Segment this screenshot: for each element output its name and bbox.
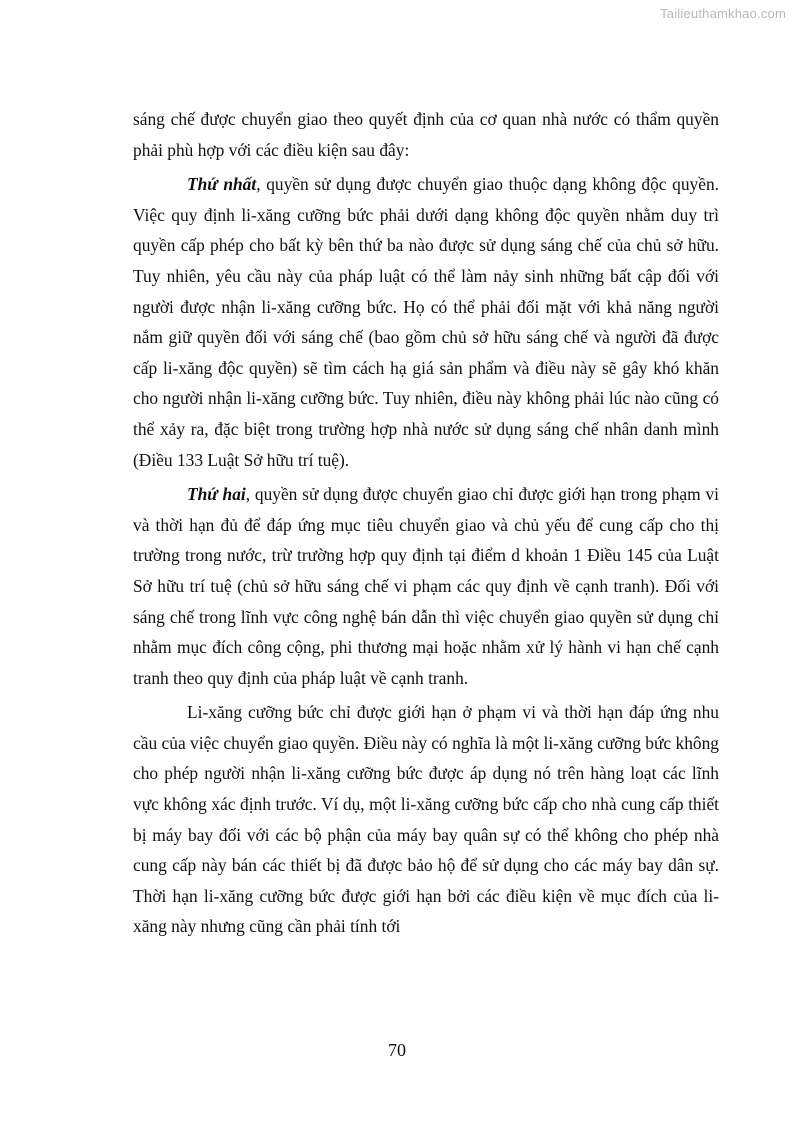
paragraph-2-text: , quyền sử dụng được chuyển giao thuộc dạng không độc quyền. Việc quy định li-xăng cưỡng bức phải dưới dạng không độc quyền nhằm duy trì quyền cấp phép cho bất kỳ bên thứ ba nào được sử dụng sáng chế của chủ sở hữu. Tuy nhiên, yêu cầu này của pháp luật có thể làm nảy sinh những bất cập đối với người được nhận li-xăng cưỡng bức. Họ có thể phải đối mặt với khả năng người nắm giữ quyền đối với sáng chế (bao gồm chủ sở hữu sáng chế và người đã được cấp li-xăng độc quyền) sẽ tìm cách hạ giá sản phẩm và điều này sẽ gây khó khăn cho người nhận li-xăng cưỡng bức. Tuy nhiên, điều này không phải lúc nào cũng có thể xảy ra, đặc biệt trong trường hợp nhà nước sử dụng sáng chế nhân danh mình (Điều 133 Luật Sở hữu trí tuệ). <box>133 174 720 470</box>
paragraph-3-text: , quyền sử dụng được chuyển giao chỉ được giới hạn trong phạm vi và thời hạn đủ để đáp ứng mục tiêu chuyển giao và chủ yếu để cung cấp cho thị trường trong nước, trừ trường hợp quy định tại điểm d khoản 1 Điều 145 của Luật Sở hữu trí tuệ (chủ sở hữu sáng chế vi phạm các quy định về cạnh tranh). Đối với sáng chế trong lĩnh vực công nghệ bán dẫn thì việc chuyển giao quyền sử dụng chỉ nhằm mục đích công cộng, phi thương mại hoặc nhằm xử lý hành vi hạn chế cạnh tranh theo quy định của pháp luật về cạnh tranh. <box>133 484 719 688</box>
paragraph-4-text: Li-xăng cưỡng bức chỉ được giới hạn ở phạm vi và thời hạn đáp ứng nhu cầu của việc chuyển giao quyền. Điều này có nghĩa là một li-xăng cưỡng bức không cho phép người nhận li-xăng cưỡng bức được áp dụng nó trên hàng loạt các lĩnh vực không xác định trước. Ví dụ, một li-xăng cưỡng bức cấp cho nhà cung cấp thiết bị máy bay đối với các bộ phận của máy bay quân sự có thể không cho phép nhà cung cấp này bán các thiết bị đã được bảo hộ để sử dụng cho các máy bay dân sự. Thời hạn li-xăng cưỡng bức được giới hạn bởi các điều kiện về mục đích của li-xăng này nhưng cũng cần phải tính tới <box>133 702 719 937</box>
paragraph-4 <box>133 697 719 942</box>
watermark-text: Tailieuthamkhao.com <box>660 6 786 21</box>
paragraph-3 <box>133 479 719 693</box>
paragraph-2-lead: Thứ nhất <box>187 174 257 195</box>
page-number: 70 <box>388 1040 406 1060</box>
paragraph-2 <box>133 169 719 475</box>
paragraph-1 <box>133 104 719 165</box>
document-body <box>133 104 719 946</box>
paragraph-1-text: sáng chế được chuyển giao theo quyết định của cơ quan nhà nước có thẩm quyền phải phù hợp với các điều kiện sau đây: <box>133 109 719 160</box>
paragraph-3-lead: Thứ hai <box>187 484 246 505</box>
